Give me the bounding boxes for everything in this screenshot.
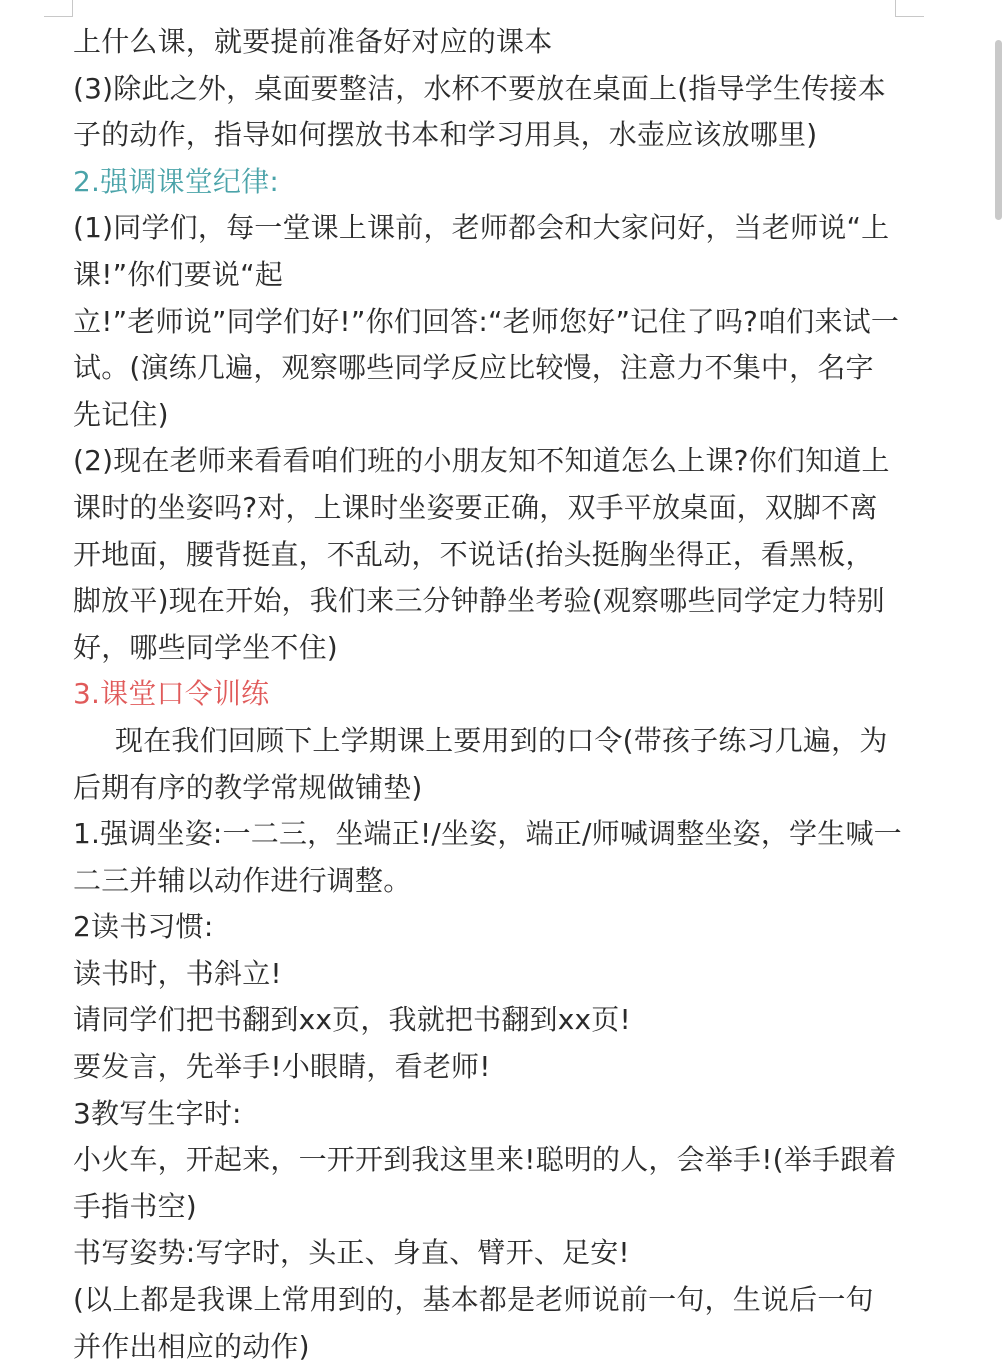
page-corner-mark-right — [895, 0, 924, 17]
paragraph-line: 1.强调坐姿:一二三，坐端正!/坐姿，端正/师喊调整坐姿，学生喊一 — [73, 817, 902, 851]
paragraph-line: 并作出相应的动作) — [73, 1329, 310, 1360]
page-corner-mark-left — [44, 0, 73, 17]
paragraph-line: 手指书空) — [73, 1189, 197, 1223]
paragraph-line: 试。(演练几遍，观察哪些同学反应比较慢，注意力不集中，名字 — [73, 351, 874, 385]
section-heading: 3.课堂口令训练 — [73, 677, 270, 711]
paragraph-line: 后期有序的教学常规做铺垫) — [73, 770, 423, 804]
paragraph-line: 要发言，先举手!小眼睛，看老师! — [73, 1050, 491, 1084]
paragraph-line: (2)现在老师来看看咱们班的小朋友知不知道怎么上课?你们知道上 — [73, 444, 890, 478]
paragraph-line: (3)除此之外，桌面要整洁，水杯不要放在桌面上(指导学生传接本 — [73, 71, 886, 105]
paragraph-line: 现在我们回顾下上学期课上要用到的口令(带孩子练习几遍，为 — [115, 723, 888, 757]
document-body — [73, 19, 913, 1360]
paragraph-line: 先记住) — [73, 397, 169, 431]
paragraph-line: (1)同学们，每一堂课上课前，老师都会和大家问好，当老师说“上 — [73, 211, 890, 245]
paragraph-line: (以上都是我课上常用到的，基本都是老师说前一句，生说后一句 — [73, 1283, 874, 1317]
paragraph-line: 脚放平)现在开始，我们来三分钟静坐考验(观察哪些同学定力特别 — [73, 584, 885, 618]
paragraph-line: 读书时，书斜立! — [73, 956, 282, 990]
paragraph-line: 2读书习惯: — [73, 910, 214, 944]
paragraph-line: 上什么课，就要提前准备好对应的课本 — [73, 25, 553, 58]
paragraph-line: 立!”老师说”同学们好!”你们回答:“老师您好”记住了吗?咱们来试一 — [73, 304, 900, 338]
scrollbar-thumb[interactable] — [995, 40, 1002, 220]
paragraph-line: 子的动作，指导如何摆放书本和学习用具，水壶应该放哪里) — [73, 118, 818, 152]
paragraph-line: 二三并辅以动作进行调整。 — [73, 863, 412, 897]
paragraph-line: 书写姿势:写字时，头正、身直、臂开、足安! — [73, 1236, 630, 1270]
paragraph-line: 请同学们把书翻到xx页，我就把书翻到xx页! — [73, 1003, 631, 1037]
paragraph-line: 课!”你们要说“起 — [73, 257, 284, 291]
paragraph-line: 开地面，腰背挺直，不乱动，不说话(抬头挺胸坐得正，看黑板， — [73, 537, 874, 571]
paragraph-line: 课时的坐姿吗?对，上课时坐姿要正确，双手平放桌面，双脚不离 — [73, 490, 878, 524]
paragraph-line: 好，哪些同学坐不住) — [73, 630, 338, 664]
section-heading: 2.强调课堂纪律: — [73, 164, 279, 198]
paragraph-line: 3教写生字时: — [73, 1096, 242, 1130]
paragraph-line: 小火车，开起来，一开开到我这里来!聪明的人，会举手!(举手跟着 — [73, 1143, 897, 1177]
